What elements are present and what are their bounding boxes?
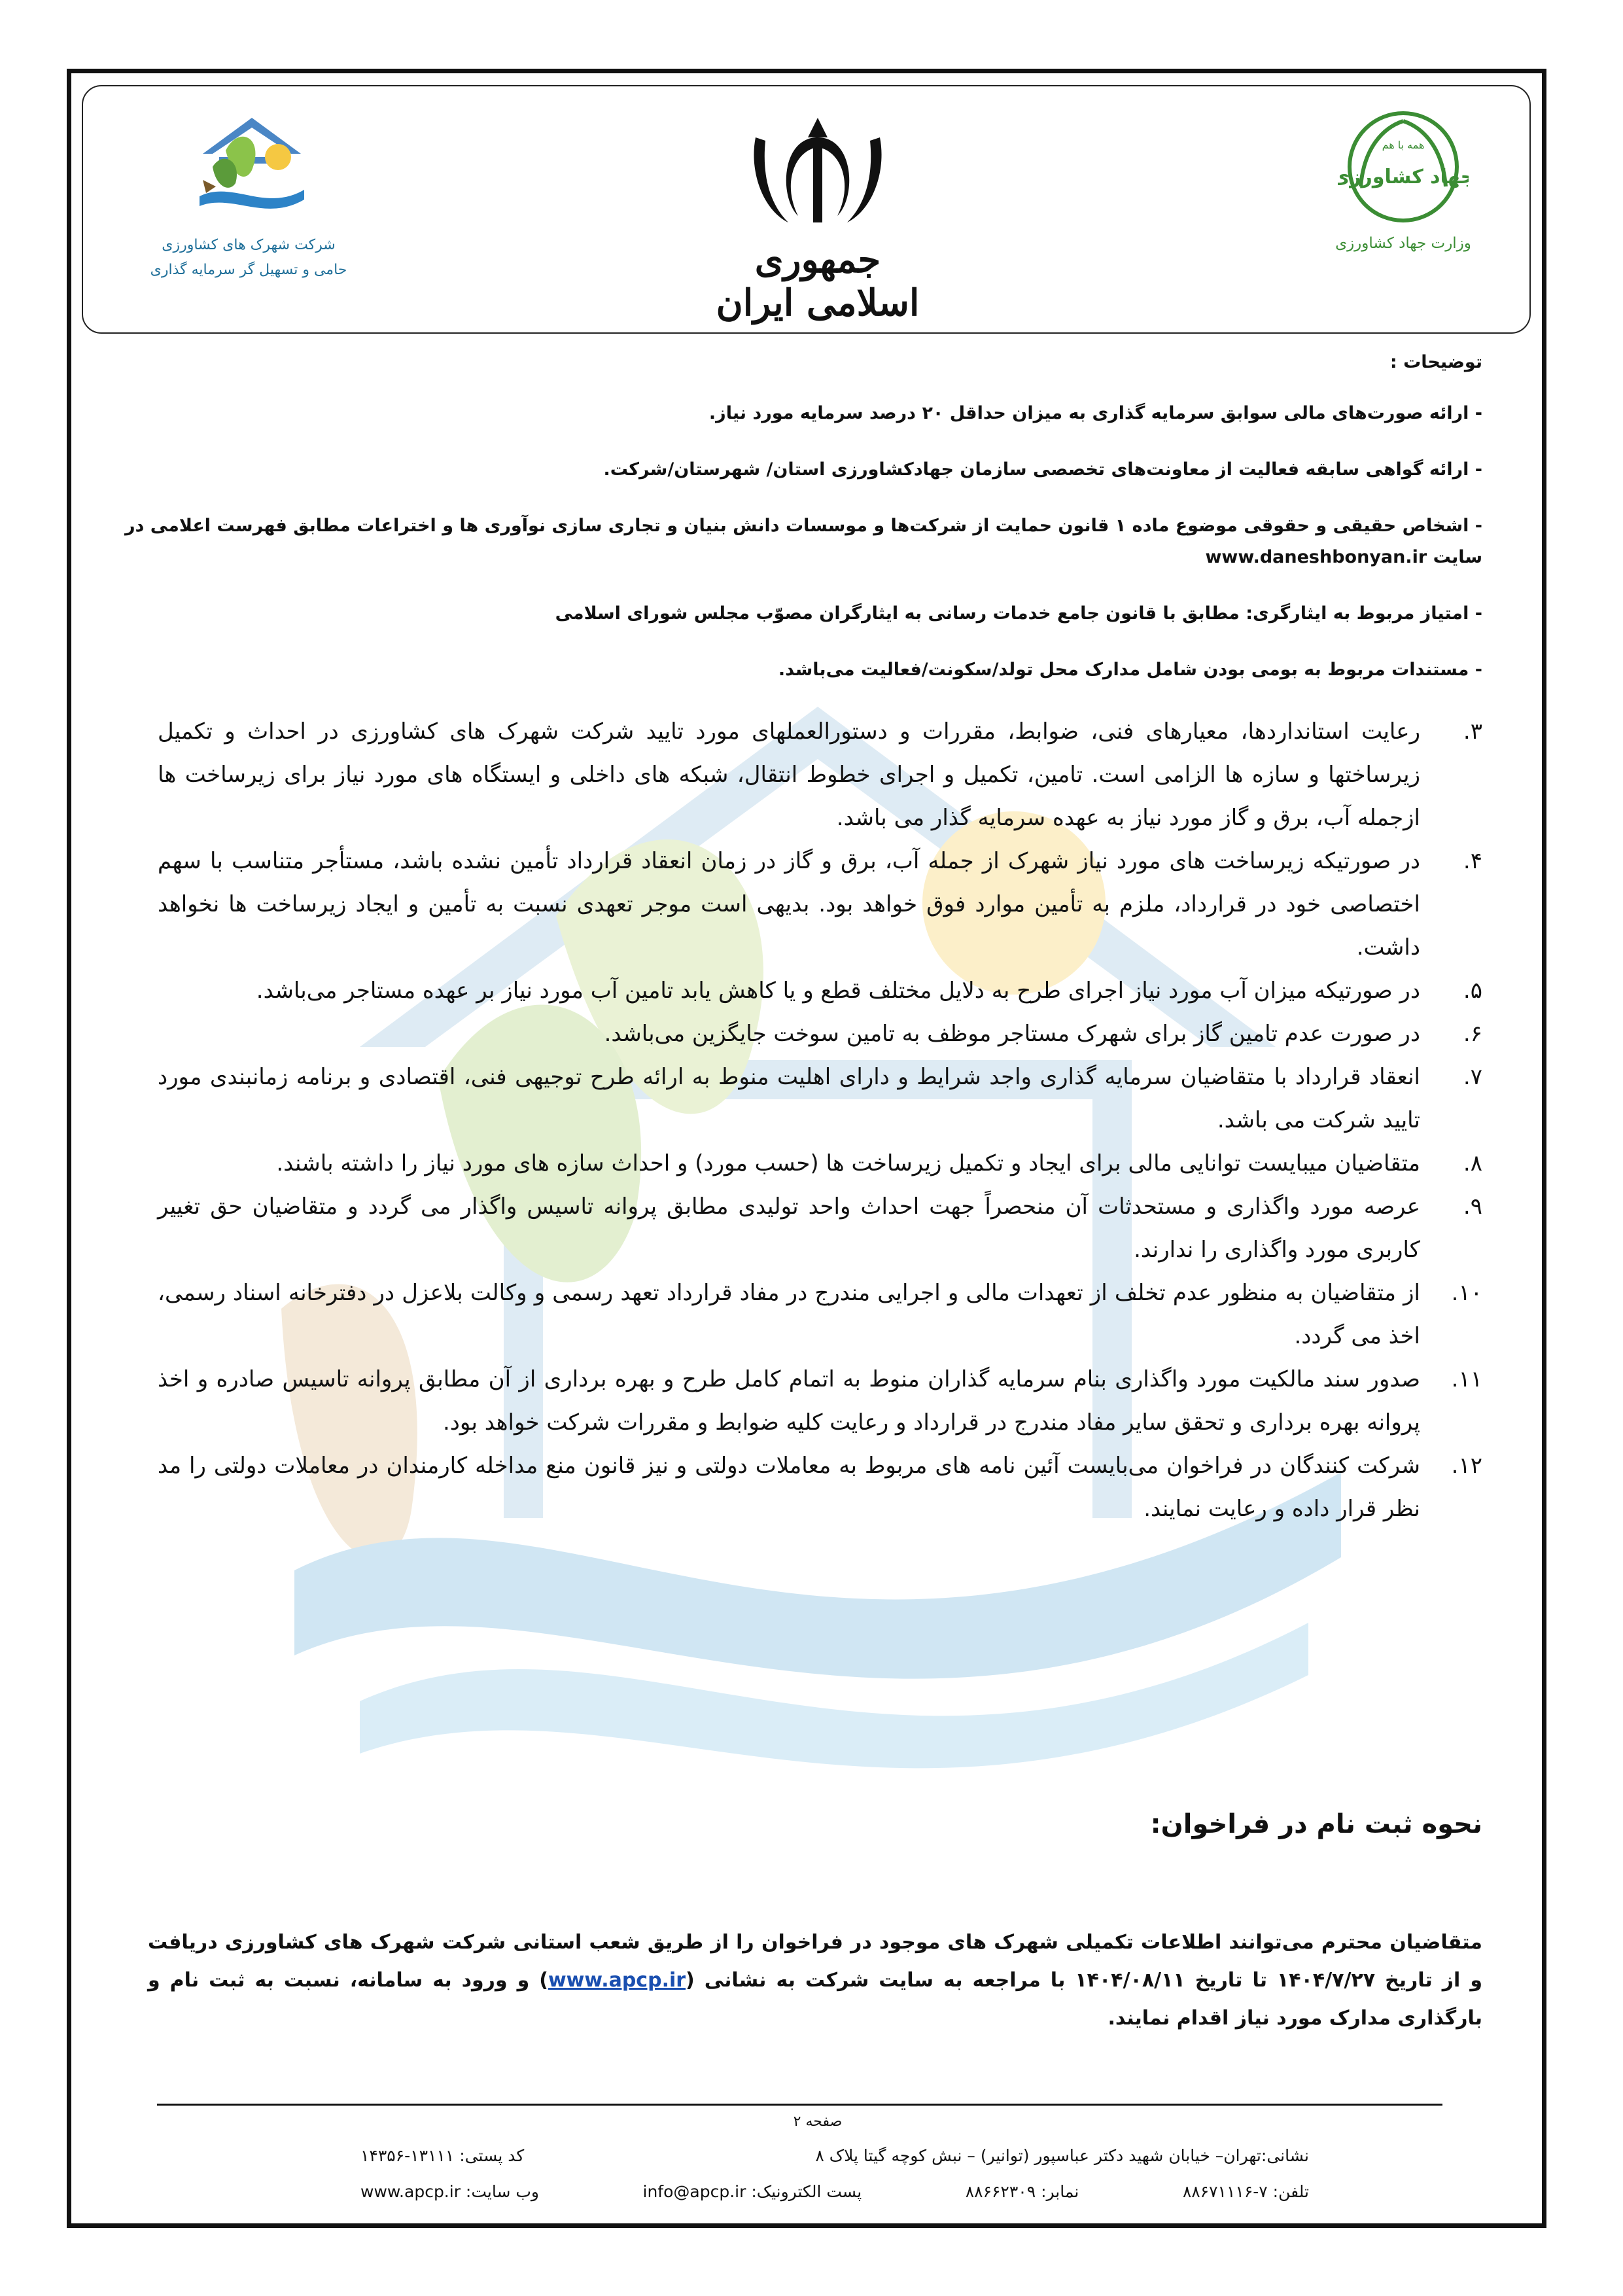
condition-item [158, 1271, 1482, 1358]
condition-item [158, 1142, 1482, 1185]
iran-title: جمهوری اسلامی ایران [716, 238, 920, 325]
condition-text: شرکت کنندگان در فراخوان می‌بایست آئین نامه های مربوط به معاملات دولتی و نیز قانون منع مداخله کارمندان در معاملات دولتی را مد نظر قرار داده و رعایت نمایند. [158, 1453, 1420, 1522]
condition-item [158, 969, 1482, 1012]
iran-emblem [713, 111, 922, 325]
footer-postal-code: کد پستی: ۱۳۱۱۱-۱۴۳۵۶ [360, 2146, 525, 2165]
condition-number: ۵. [1463, 978, 1482, 1004]
condition-number: ۷. [1463, 1064, 1482, 1090]
left-logo-line1: شرکت شهرک های کشاورزی [162, 237, 336, 253]
note-item: - اشخاص حقیقی و حقوقی موضوع ماده ۱ قانون حمایت از شرکت‌ها و موسسات دانش بنیان و تجاری سازی نوآوری ها و اختراعات مطابق فهرست اعلامی در سایت www.daneshbonyan.ir [125, 516, 1482, 567]
footer-fax: نمابر: ۸۸۶۶۲۳۰۹ [965, 2182, 1079, 2201]
condition-item [158, 1185, 1482, 1271]
registration-text [148, 1924, 1482, 2038]
footer-phone: تلفن: ۷-۸۸۶۷۱۱۱۶ [1182, 2182, 1309, 2201]
left-logo-line2: حامی و تسهیل گر سرمایه گذاری [150, 262, 347, 278]
jihad-emblem-icon [1338, 108, 1469, 226]
condition-item [158, 1358, 1482, 1444]
condition-text: عرصه مورد واگذاری و مستحدثات آن منحصراً جهت احداث واحد تولیدی مطابق پروانه تاسیس واگذار می گردد و متقاضیان حق تغییر کاربری مورد واگذاری را ندارند. [158, 1193, 1420, 1263]
condition-item [158, 839, 1482, 969]
notes-section [109, 347, 1482, 711]
condition-number: ۹. [1463, 1193, 1482, 1220]
registration-title: نحوه ثبت نام در فراخوان: [1150, 1809, 1482, 1839]
jihad-logo [1305, 108, 1501, 252]
condition-item [158, 710, 1482, 839]
left-logo-caption [111, 233, 386, 283]
condition-text: انعقاد قرارداد با متقاضیان سرمایه گذاری واجد شرایط و دارای اهلیت منوط به ارائه طرح توجیهی فنی، اقتصادی و برنامه زمانبندی مورد تایید شرکت می باشد. [158, 1064, 1420, 1133]
right-logo-caption: وزارت جهاد کشاورزی [1335, 235, 1471, 252]
jihad-logo-small-text: همه با هم [1382, 139, 1425, 151]
registration-text-part: ) و ورود به سامانه، نسبت به ثبت نام و بارگذاری مدارک مورد نیاز اقدام نمایند. [148, 1969, 1482, 2030]
condition-item [158, 1012, 1482, 1055]
footer-website[interactable]: وب سایت: www.apcp.ir [360, 2182, 539, 2201]
footer-divider [157, 2104, 1442, 2106]
agri-towns-logo [111, 111, 386, 283]
condition-item [158, 1444, 1482, 1530]
condition-number: ۸. [1463, 1150, 1482, 1176]
footer-address: نشانی:تهران– خیابان شهید دکتر عباسپور (توانیر) – نبش کوچه گیتا پلاک ۸ [815, 2146, 1309, 2165]
note-item: - ارائه صورت‌های مالی سوابق سرمایه گذاری به میزان حداقل ۲۰ درصد سرمایه مورد نیاز. [708, 403, 1482, 423]
agri-towns-emblem-icon [186, 111, 311, 222]
condition-item [158, 1055, 1482, 1142]
condition-number: ۶. [1463, 1021, 1482, 1047]
conditions-list [158, 710, 1482, 1530]
condition-number: ۱۲. [1451, 1453, 1482, 1479]
condition-number: ۴. [1463, 848, 1482, 874]
condition-text: از متقاضیان به منظور عدم تخلف از تعهدات مالی و اجرایی مندرج در مفاد قرارداد تعهد رسمی و وکالت بلاعزل در دفترخانه اسناد رسمی، اخذ می گردد. [158, 1280, 1420, 1349]
registration-text-part: متقاضیان محترم می‌توانند اطلاعات تکمیلی شهرک های موجود در فراخوان را از طریق شعب استانی شرکت شهرک های کشاورزی دریافت و از تاریخ ۱۴۰۴/۷/۲۷ تا تاریخ ۱۴۰۴/۰۸/۱۱ با مراجعه به سایت شرکت به نشانی ( [148, 1931, 1482, 1992]
note-item: - ارائه گواهی سابقه فعالیت از معاونت‌های تخصصی سازمان جهادکشاورزی استان/ شهرستان/شرکت. [603, 459, 1482, 480]
condition-text: رعایت استانداردها، معیارهای فنی، ضوابط، مقررات و دستورالعملهای مورد تایید شرکت شهرک های کشاورزی در احداث و تکمیل زیرساختها و سازه ها الزامی است. تامین، تکمیل و اجرای خطوط انتقال، شبکه های داخلی و ایستگاه های مورد نیاز برای زیرساخت ها ازجمله آب، برق و گاز مورد نیاز به عهده سرمایه گذار می باشد. [158, 718, 1420, 831]
footer-row-contact [360, 2182, 1309, 2201]
jihad-logo-text: جهاد کشاورزی [1338, 166, 1469, 188]
notes-heading: توضیحات : [1389, 352, 1482, 372]
condition-number: ۱۰. [1451, 1280, 1482, 1306]
apcp-website-link[interactable]: www.apcp.ir [548, 1969, 686, 1992]
note-item: - مستندات مربوط به بومی بودن شامل مدارک محل تولد/سکونت/فعالیت می‌باشد. [778, 660, 1482, 680]
condition-text: متقاضیان میبایست توانایی مالی برای ایجاد و تکمیل زیرساخت ها (حسب مورد) و احداث سازه های مورد نیاز را داشته باشند. [276, 1150, 1420, 1176]
condition-number: ۳. [1463, 718, 1482, 745]
condition-text: در صورتیکه زیرساخت های مورد نیاز شهرک از جمله آب، برق و گاز در زمان انعقاد قرارداد تأمین نشده باشد، مستأجر متناسب با سهم اختصاصی خود در قرارداد، ملزم به تأمین موارد فوق خواهد بود. بدیهی است موجر تعهدی نسبت به تأمین و ایجاد زیرساخت ها نخواهد داشت. [158, 848, 1420, 961]
condition-text: صدور سند مالکیت مورد واگذاری بنام سرمایه گذاران منوط به اتمام کامل طرح و بهره برداری از آن مطابق پروانه تاسیس صادره و اخذ پروانه بهره برداری و تحقق سایر مفاد مندرج در قرارداد و رعایت کلیه ضوابط و مقررات شرکت خواهد بود. [158, 1366, 1420, 1436]
note-item: - امتیاز مربوط به ایثارگری: مطابق با قانون جامع خدمات رسانی به ایثارگران مصوّب مجلس شورای اسلامی [555, 603, 1482, 624]
condition-text: در صورتیکه میزان آب مورد نیاز اجرای طرح به دلایل مختلف قطع و یا کاهش یابد تامین آب مورد نیاز بر عهده مستاجر می‌باشد. [256, 978, 1420, 1004]
footer-email[interactable]: پست الکترونیک: info@apcp.ir [642, 2182, 862, 2201]
page-number: صفحه ۲ [793, 2113, 843, 2130]
condition-number: ۱۱. [1451, 1366, 1482, 1392]
footer-row-address [360, 2146, 1309, 2165]
iran-emblem-icon [742, 111, 893, 229]
condition-text: در صورت عدم تامین گاز برای شهرک مستاجر موظف به تامین سوخت جایگزین می‌باشد. [604, 1021, 1420, 1047]
